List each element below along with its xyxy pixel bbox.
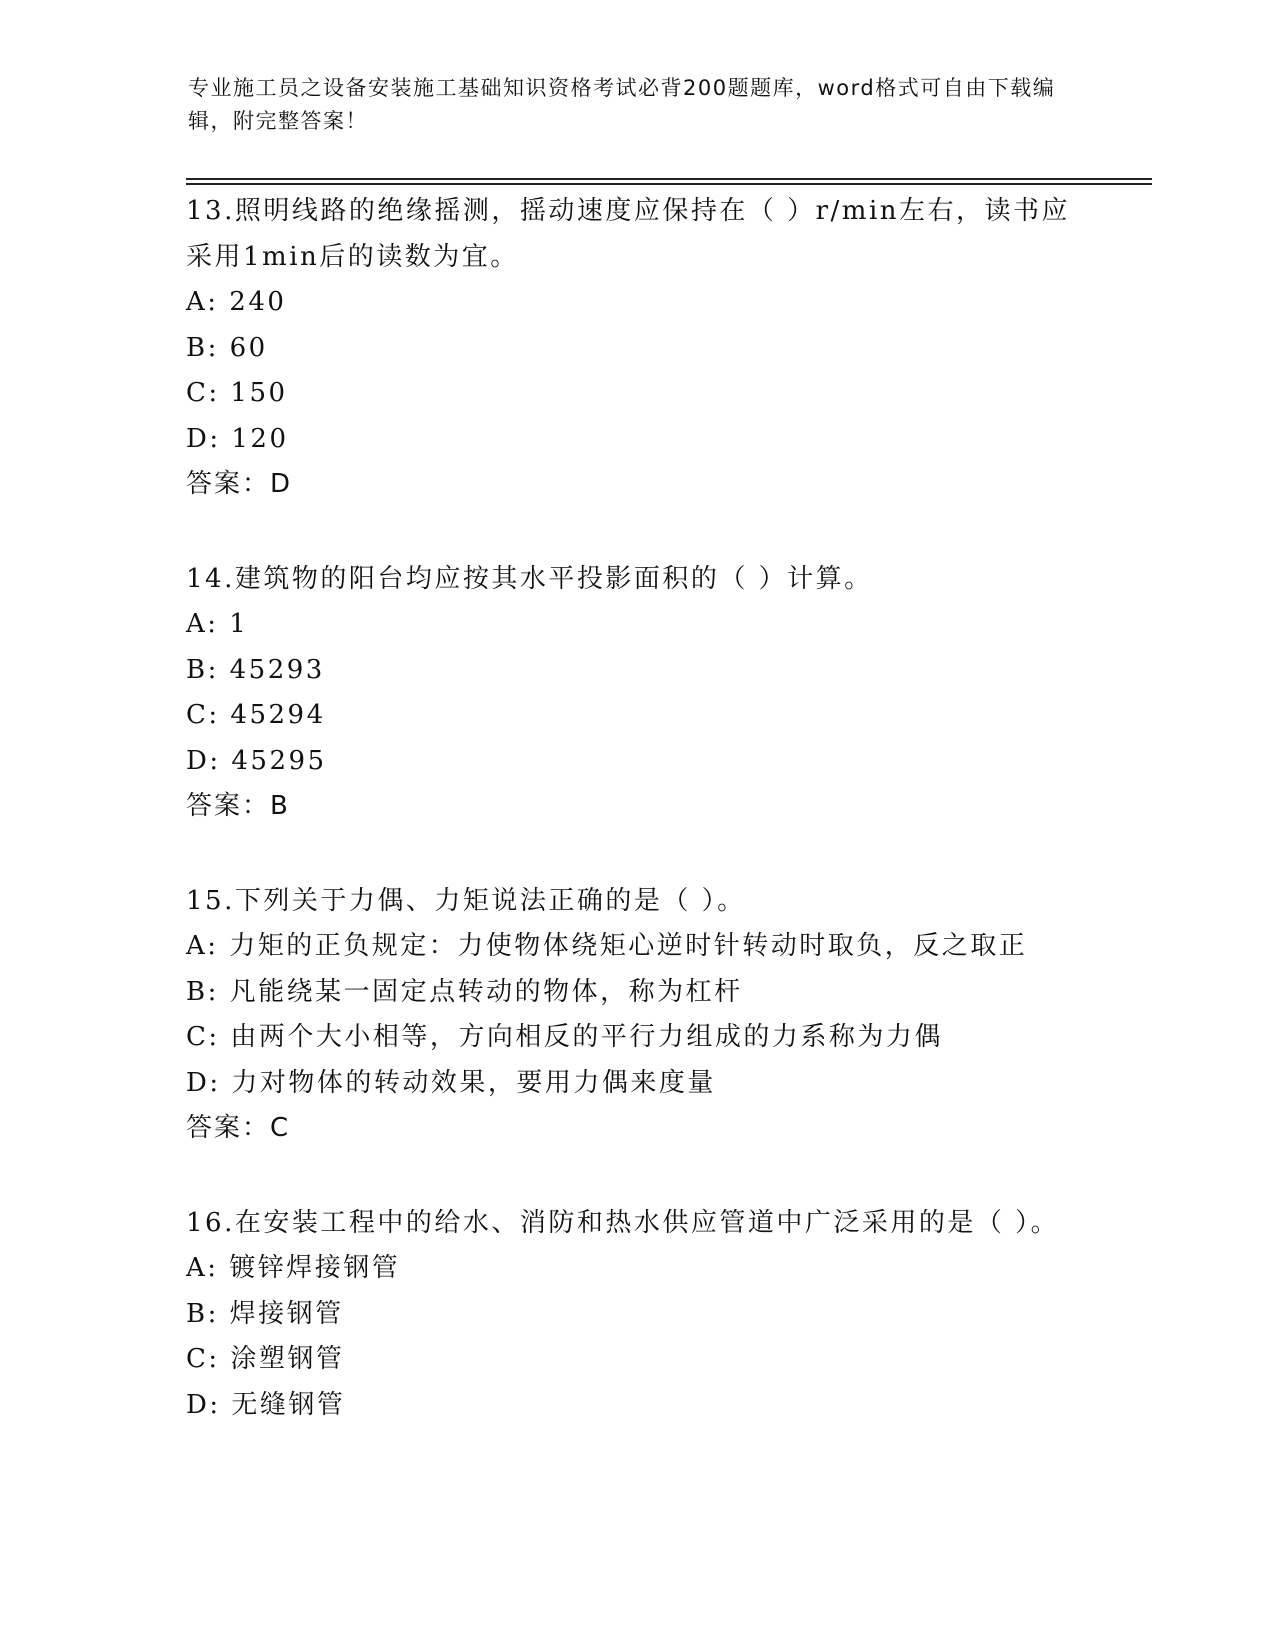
document-header: 专业施工员之设备安装施工基础知识资格考试必背200题题库，word格式可自由下载编辑，附完整答案！ <box>188 76 1056 133</box>
answer: 答案：D <box>186 469 293 499</box>
option-d: D: 力对物体的转动效果，要用力偶来度量 <box>186 1067 716 1098</box>
option-d: D: 120 <box>186 423 289 454</box>
header-divider-top <box>186 178 1152 180</box>
option-a: A: 力矩的正负规定：力使物体绕矩心逆时针转动时取负，反之取正 <box>186 931 1028 961</box>
question-14 <box>186 556 1086 828</box>
question-stem: 16.在安装工程中的给水、消防和热水供应管道中广泛采用的是（ ）。 <box>186 1208 1060 1238</box>
question-stem: 13.照明线路的绝缘摇测，摇动速度应保持在（ ）r/min左右，读书应采用1min后的读数为宜。 <box>186 196 1071 272</box>
option-b: B: 45293 <box>186 654 325 685</box>
option-a: A: 240 <box>186 287 287 317</box>
answer: 答案：C <box>186 1113 291 1143</box>
question-stem: 15.下列关于力偶、力矩说法正确的是（ ）。 <box>186 886 746 916</box>
option-b: B: 60 <box>186 332 268 363</box>
header-divider-bottom <box>186 183 1152 185</box>
question-gap <box>186 828 1086 876</box>
option-c: C: 涂塑钢管 <box>186 1344 345 1374</box>
option-b: B: 焊接钢管 <box>186 1298 344 1329</box>
question-15 <box>186 878 1086 1150</box>
answer: 答案：B <box>186 791 290 821</box>
question-stem: 14.建筑物的阳台均应按其水平投影面积的（ ）计算。 <box>186 564 873 594</box>
option-a: A: 镀锌焊接钢管 <box>186 1253 401 1283</box>
option-c: C: 150 <box>186 378 288 408</box>
option-d: D: 45295 <box>186 745 327 776</box>
option-c: C: 由两个大小相等，方向相反的平行力组成的力系称为力偶 <box>186 1022 943 1052</box>
question-13 <box>186 188 1086 506</box>
question-gap <box>186 1150 1086 1198</box>
option-a: A: 1 <box>186 609 249 639</box>
option-b: B: 凡能绕某一固定点转动的物体，称为杠杆 <box>186 976 743 1007</box>
question-gap <box>186 506 1086 554</box>
option-c: C: 45294 <box>186 700 326 730</box>
option-d: D: 无缝钢管 <box>186 1389 346 1420</box>
question-list <box>186 186 1086 1428</box>
question-16 <box>186 1200 1086 1428</box>
